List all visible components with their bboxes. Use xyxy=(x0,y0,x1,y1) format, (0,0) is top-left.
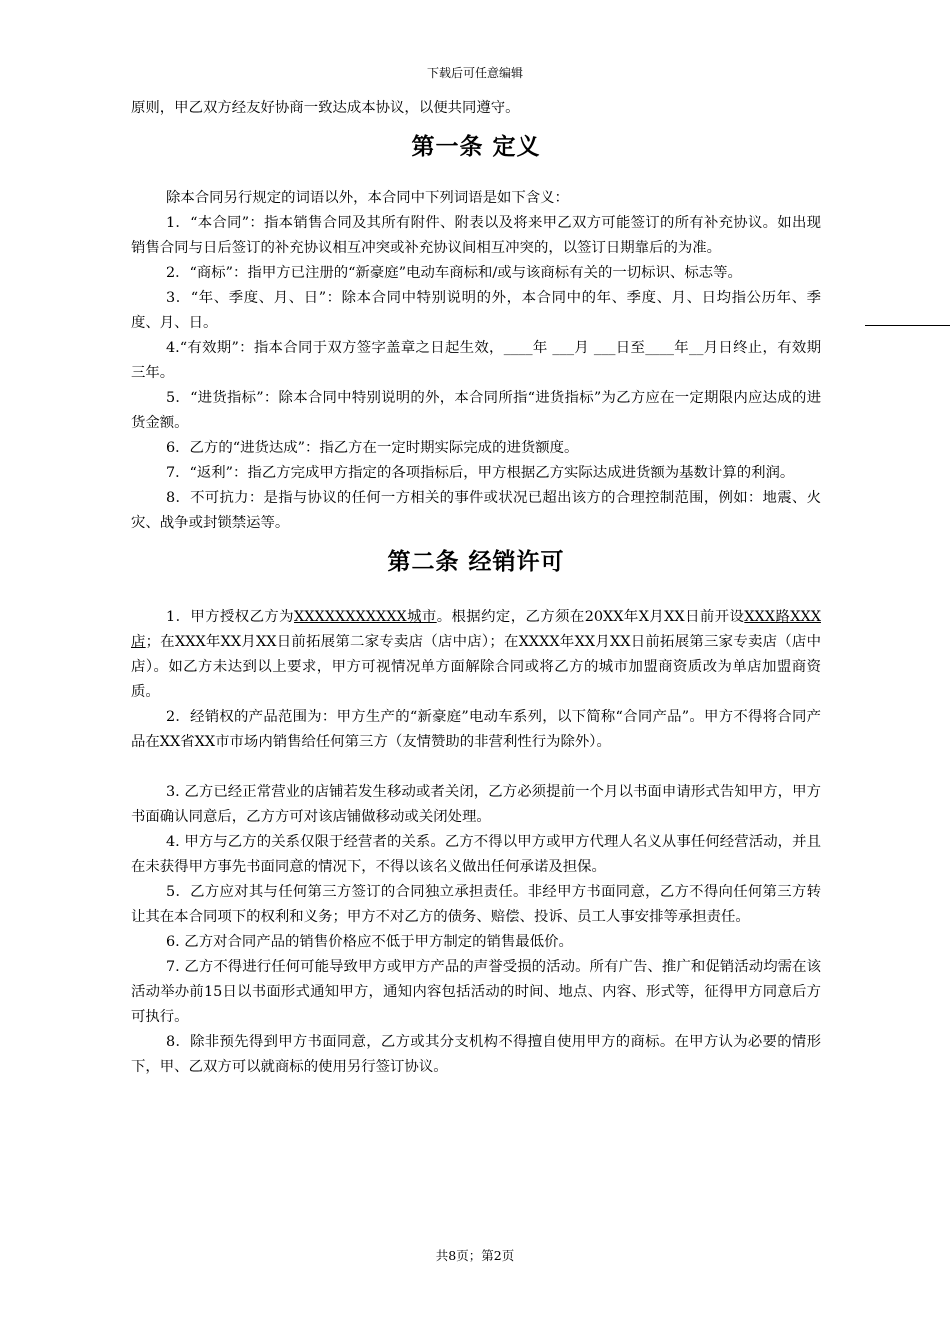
definition-item: 6．乙方的“进货达成”：指乙方在一定时期实际完成的进货额度。 xyxy=(166,440,579,456)
store-address: XXX路XXX店 xyxy=(131,609,821,650)
license-item: 6. 乙方对合同产品的销售价格应不低于甲方制定的销售最低价。 xyxy=(166,934,573,950)
definition-item: 5．“进货指标”：除本合同中特别说明的外，本合同所指“进货指标”为乙方应在一定期限内应达成的进货金额。 xyxy=(131,390,821,431)
definition-item: 4.“有效期”：指本合同于双方签字盖章之日起生效，____年 ___月 ___日至____年__月日终止，有效期三年。 xyxy=(131,340,821,381)
license-item: 5．乙方应对其与任何第三方签订的合同独立承担责任。非经甲方书面同意，乙方不得向任何第三方转让其在本合同项下的权利和义务；甲方不对乙方的债务、赔偿、投诉、员工人事安排等承担责任。 xyxy=(131,884,821,925)
page-header: 下载后可任意编辑 xyxy=(426,66,523,80)
license-item: 8．除非预先得到甲方书面同意，乙方或其分支机构不得擅自使用甲方的商标。在甲方认为必要的情形下，甲、乙双方可以就商标的使用另行签订协议。 xyxy=(131,1034,821,1075)
definition-item: 2．“商标”：指甲方已注册的“新豪庭”电动车商标和/或与该商标有关的一切标识、标志等。 xyxy=(166,265,742,281)
license-item: 7. 乙方不得进行任何可能导致甲方或甲方产品的声誉受损的活动。所有广告、推广和促销活动均需在该活动举办前15日以书面形式通知甲方，通知内容包括活动的时间、地点、内容、形式等，征得甲方同意后方可执行。 xyxy=(131,959,821,1025)
license-item: 4. 甲方与乙方的关系仅限于经营者的关系。乙方不得以甲方或甲方代理人名义从事任何经营活动，并且在未获得甲方事先书面同意的情况下，不得以该名义做出任何承诺及担保。 xyxy=(131,834,821,875)
definition-item: 8．不可抗力：是指与协议的任何一方相关的事件或状况已超出该方的合理控制范围，例如：地震、火灾、战争或封锁禁运等。 xyxy=(131,490,821,531)
authorized-city: XXXXXXXXXXX城市 xyxy=(293,609,437,625)
license-item: 3. 乙方已经正常营业的店铺若发生移动或者关闭，乙方必须提前一个月以书面申请形式告知甲方，甲方书面确认同意后，乙方方可对该店铺做移动或关闭处理。 xyxy=(131,784,821,825)
article-1-lead: 除本合同另行规定的词语以外，本合同中下列词语是如下含义： xyxy=(166,190,569,206)
license-item-1-text-b: 。根据约定，乙方须在20XX年X月XX日前开设 xyxy=(436,609,745,625)
license-item-2: 2．经销权的产品范围为：甲方生产的“新豪庭”电动车系列，以下简称“合同产品”。甲方不得将合同产品在XX省XX市市场内销售给任何第三方（友情赞助的非营利性行为除外）。 xyxy=(131,709,821,750)
license-item-1 xyxy=(131,605,821,705)
license-item-1-text-c: ；在XXX年XX月XX日前拓展第二家专卖店（店中店）；在XXXX年XX月XX日前拓展第三家专卖店（店中店）。如乙方未达到以上要求，甲方可视情况单方面解除合同或将乙方的城市加盟商资质改为单店加盟商资质。 xyxy=(131,634,821,700)
margin-rule xyxy=(865,325,950,326)
article-2-title: 第二条 经销许可 xyxy=(387,549,565,575)
article-1-title: 第一条 定义 xyxy=(411,134,541,160)
definition-item: 7．“返利”：指乙方完成甲方指定的各项指标后，甲方根据乙方实际达成进货额为基数计算的利润。 xyxy=(166,465,795,481)
intro-paragraph: 原则，甲乙双方经友好协商一致达成本协议，以便共同遵守。 xyxy=(131,100,520,116)
definition-item: 3．“年、季度、月、日”：除本合同中特别说明的外，本合同中的年、季度、月、日均指公历年、季度、月、日。 xyxy=(131,290,821,331)
page-footer: 共8页；第2页 xyxy=(435,1248,515,1263)
definition-item: 1．“本合同”：指本销售合同及其所有附件、附表以及将来甲乙双方可能签订的所有补充协议。如出现销售合同与日后签订的补充协议相互冲突或补充协议间相互冲突的，以签订日期靠后的为准。 xyxy=(131,215,821,256)
license-item-1-text-a: 1．甲方授权乙方为 xyxy=(166,609,294,625)
document-body xyxy=(131,96,821,1080)
